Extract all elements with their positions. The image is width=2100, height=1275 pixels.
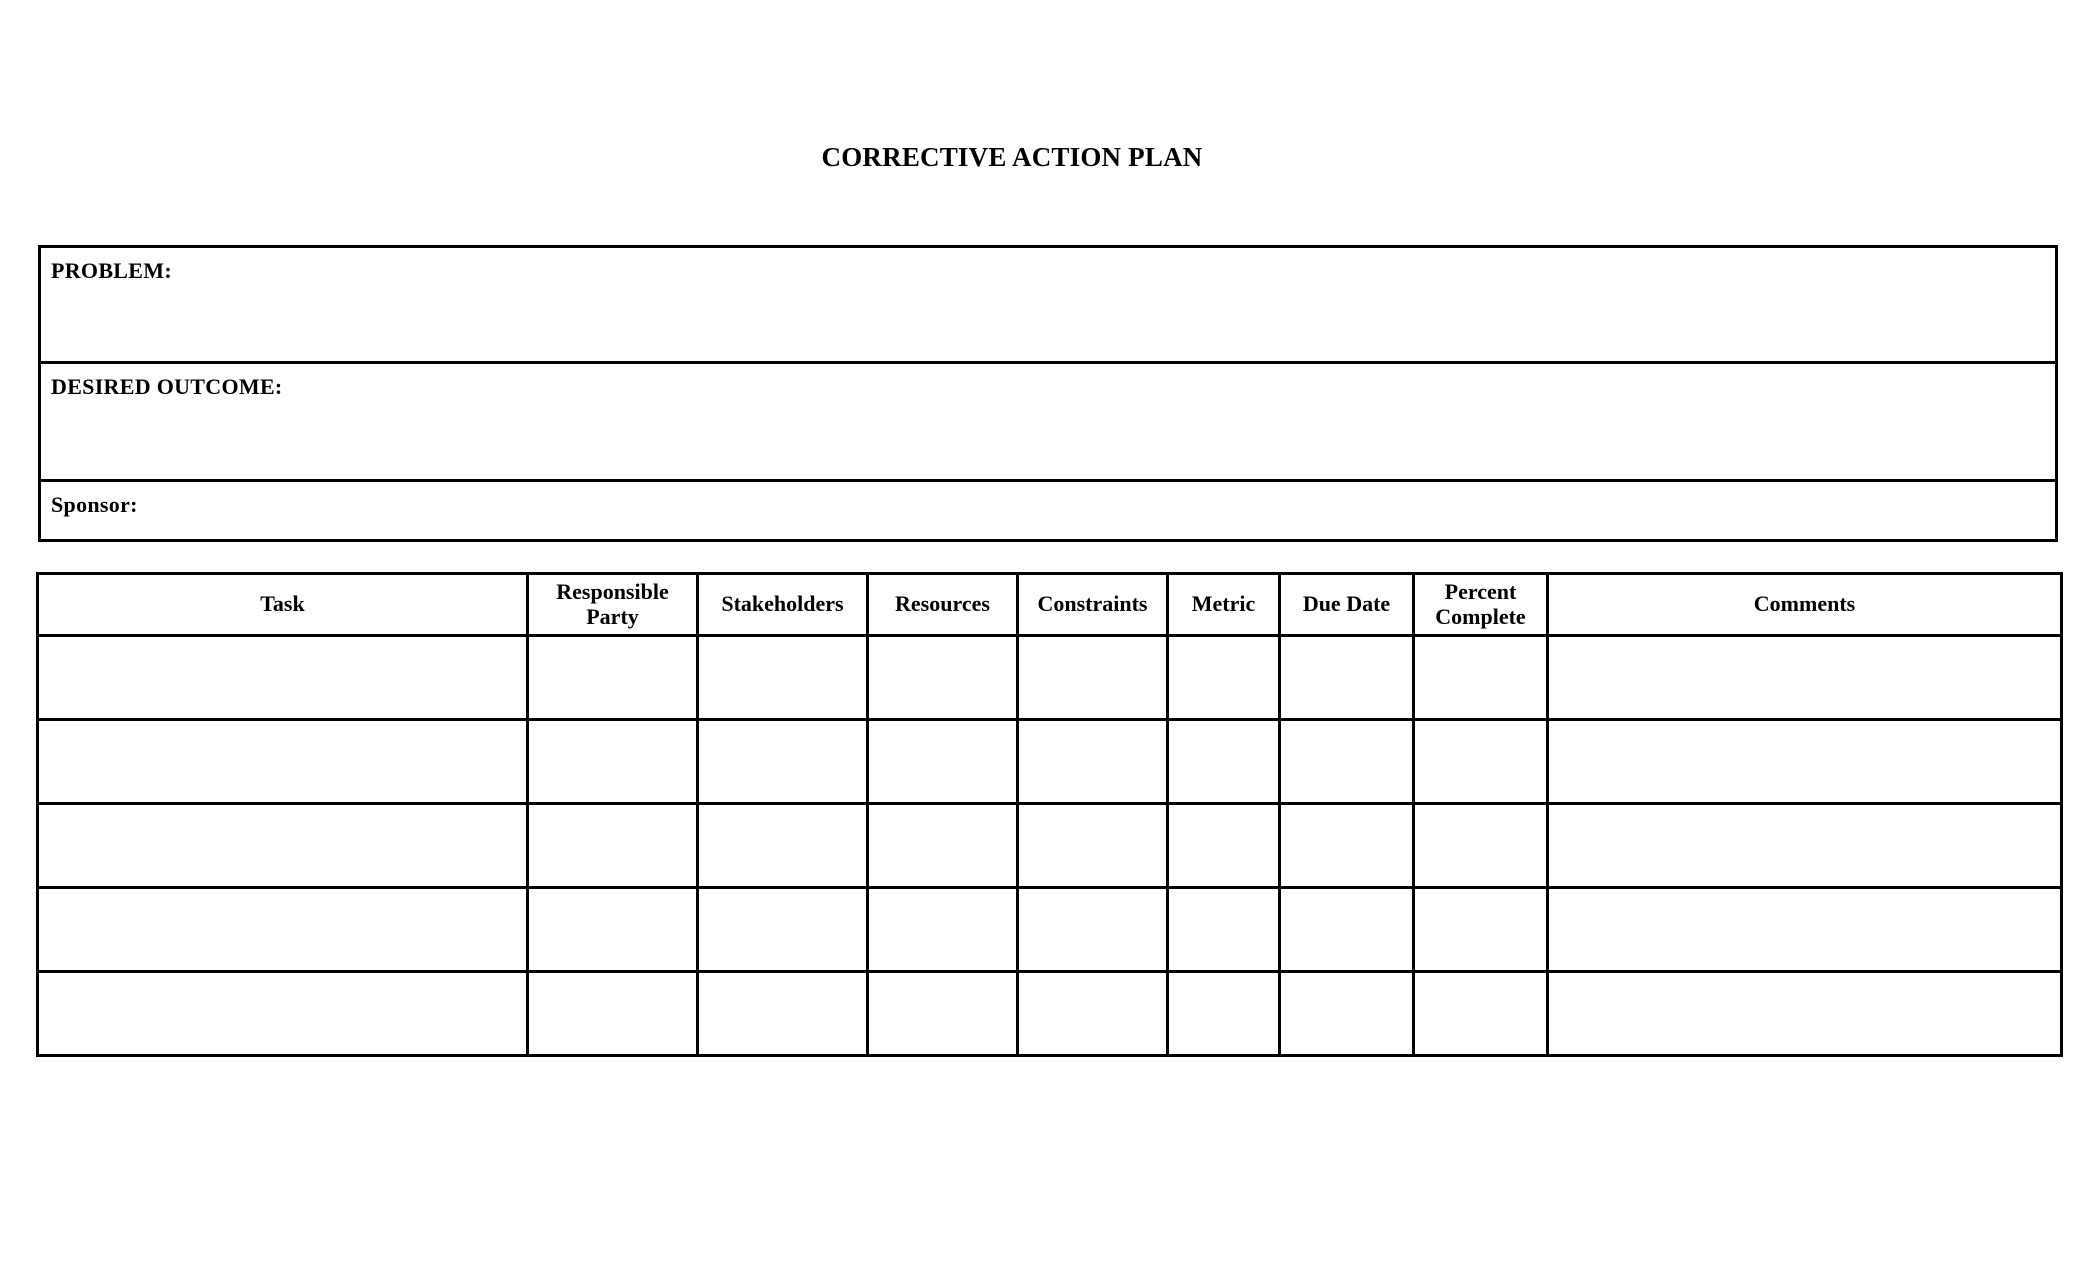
- cell-due-date[interactable]: [1280, 804, 1414, 888]
- problem-field[interactable]: [41, 248, 2055, 364]
- cell-stakeholders[interactable]: [698, 720, 868, 804]
- cell-metric[interactable]: [1168, 972, 1280, 1056]
- cell-constraints[interactable]: [1018, 972, 1168, 1056]
- cell-due-date[interactable]: [1280, 636, 1414, 720]
- cell-resources[interactable]: [868, 636, 1018, 720]
- desired-outcome-field[interactable]: [41, 364, 2055, 482]
- task-table: [36, 572, 2063, 1057]
- cell-resources[interactable]: [868, 972, 1018, 1056]
- cell-due-date[interactable]: [1280, 972, 1414, 1056]
- cell-responsible-party[interactable]: [528, 636, 698, 720]
- cell-task[interactable]: [38, 804, 528, 888]
- task-table-container: [36, 572, 2060, 1057]
- task-table-body: [38, 636, 2062, 1056]
- cell-task[interactable]: [38, 636, 528, 720]
- table-row: [38, 972, 2062, 1056]
- cell-task[interactable]: [38, 972, 528, 1056]
- column-header-stakeholders: Stakeholders: [698, 574, 868, 636]
- cell-comments[interactable]: [1548, 636, 2062, 720]
- table-row: [38, 804, 2062, 888]
- column-header-percent-complete: Percent Complete: [1414, 574, 1548, 636]
- cell-due-date[interactable]: [1280, 888, 1414, 972]
- column-header-resources: Resources: [868, 574, 1018, 636]
- cell-resources[interactable]: [868, 888, 1018, 972]
- cell-task[interactable]: [38, 720, 528, 804]
- column-header-task: Task: [38, 574, 528, 636]
- cell-percent-complete[interactable]: [1414, 720, 1548, 804]
- cell-metric[interactable]: [1168, 888, 1280, 972]
- cell-stakeholders[interactable]: [698, 972, 868, 1056]
- cell-responsible-party[interactable]: [528, 888, 698, 972]
- task-table-head: [38, 574, 2062, 636]
- cell-comments[interactable]: [1548, 804, 2062, 888]
- cell-constraints[interactable]: [1018, 720, 1168, 804]
- page-title: [0, 142, 2100, 173]
- cell-constraints[interactable]: [1018, 888, 1168, 972]
- column-header-responsible-party: Responsible Party: [528, 574, 698, 636]
- cell-resources[interactable]: [868, 720, 1018, 804]
- page-title-text: CORRECTIVE ACTION PLAN: [821, 142, 1203, 172]
- sponsor-field[interactable]: [41, 482, 2055, 539]
- cell-stakeholders[interactable]: [698, 804, 868, 888]
- table-row: [38, 636, 2062, 720]
- cell-constraints[interactable]: [1018, 804, 1168, 888]
- column-header-metric: Metric: [1168, 574, 1280, 636]
- cell-task[interactable]: [38, 888, 528, 972]
- cell-comments[interactable]: [1548, 972, 2062, 1056]
- cell-stakeholders[interactable]: [698, 636, 868, 720]
- cell-comments[interactable]: [1548, 888, 2062, 972]
- cell-constraints[interactable]: [1018, 636, 1168, 720]
- cell-responsible-party[interactable]: [528, 720, 698, 804]
- table-header-row: [38, 574, 2062, 636]
- cell-percent-complete[interactable]: [1414, 972, 1548, 1056]
- cell-comments[interactable]: [1548, 720, 2062, 804]
- cell-metric[interactable]: [1168, 804, 1280, 888]
- cell-percent-complete[interactable]: [1414, 636, 1548, 720]
- cell-responsible-party[interactable]: [528, 804, 698, 888]
- plan-header-block: [38, 245, 2058, 542]
- table-row: [38, 888, 2062, 972]
- sponsor-label: Sponsor:: [51, 492, 138, 517]
- cell-percent-complete[interactable]: [1414, 888, 1548, 972]
- cell-metric[interactable]: [1168, 720, 1280, 804]
- cell-due-date[interactable]: [1280, 720, 1414, 804]
- cell-resources[interactable]: [868, 804, 1018, 888]
- cell-responsible-party[interactable]: [528, 972, 698, 1056]
- problem-label: PROBLEM:: [51, 258, 172, 283]
- table-row: [38, 720, 2062, 804]
- cell-metric[interactable]: [1168, 636, 1280, 720]
- desired-outcome-label: DESIRED OUTCOME:: [51, 374, 283, 399]
- cell-percent-complete[interactable]: [1414, 804, 1548, 888]
- column-header-due-date: Due Date: [1280, 574, 1414, 636]
- cell-stakeholders[interactable]: [698, 888, 868, 972]
- column-header-constraints: Constraints: [1018, 574, 1168, 636]
- column-header-comments: Comments: [1548, 574, 2062, 636]
